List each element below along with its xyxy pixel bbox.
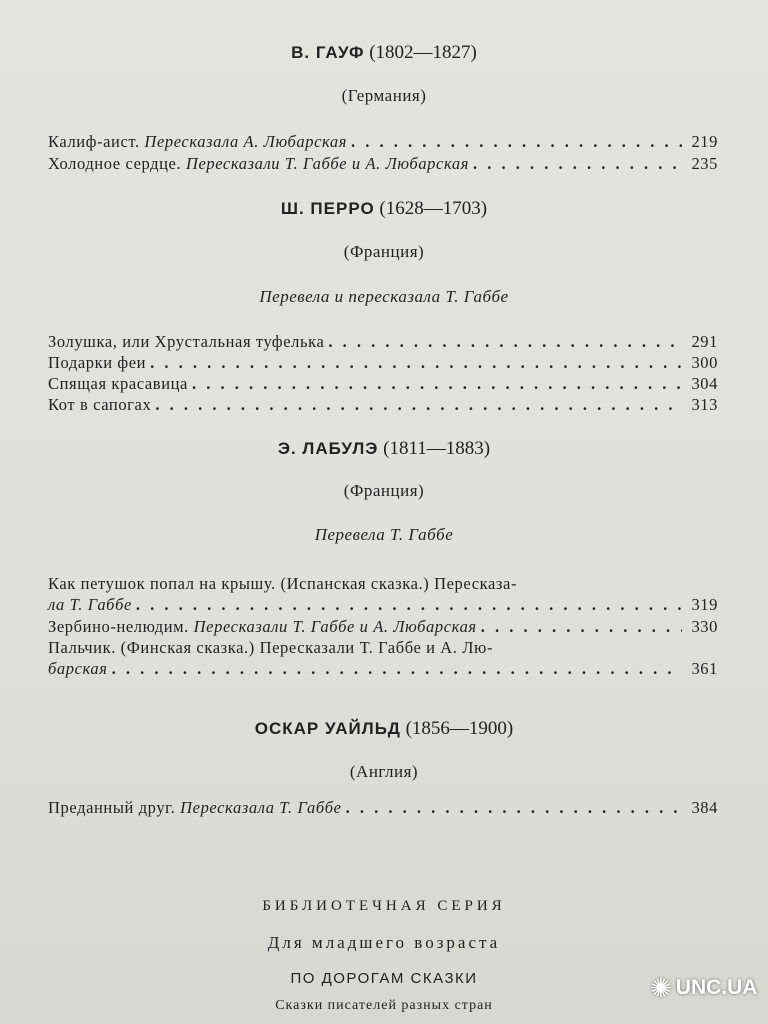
author-country: (Франция) xyxy=(343,481,425,500)
leader-dots xyxy=(481,617,682,637)
entry-credit: Пересказала А. Любарская xyxy=(144,132,348,151)
series-label: БИБЛИОТЕЧНАЯ СЕРИЯ xyxy=(262,898,506,914)
toc-entry[interactable] xyxy=(48,395,718,415)
leader-dots xyxy=(328,332,682,352)
entry-title: Подарки феи xyxy=(48,353,147,372)
entry-page: 291 xyxy=(691,332,718,351)
leader-dots xyxy=(346,798,682,818)
entry-title: Как петушок попал на крышу. (Испанская сказка.) xyxy=(48,574,430,593)
entry-title: Кот в сапогах xyxy=(48,395,152,414)
author-name: ОСКАР УАЙЛЬД xyxy=(254,719,401,738)
leader-dots xyxy=(150,353,682,373)
site-watermark xyxy=(650,966,760,1010)
toc-entry[interactable] xyxy=(48,332,718,352)
author-country: (Франция) xyxy=(343,242,425,261)
toc-entry[interactable] xyxy=(48,154,718,174)
entry-credit-cont: барская xyxy=(48,659,108,678)
author-heading xyxy=(0,42,768,64)
toc-entry[interactable] xyxy=(48,798,718,818)
leader-dots xyxy=(155,395,682,415)
toc-entry[interactable] xyxy=(48,595,718,615)
entry-page: 384 xyxy=(691,798,718,817)
author-name: Ш. ПЕРРО xyxy=(280,199,375,218)
toc-entry[interactable] xyxy=(48,353,718,373)
author-years: (1856—1900) xyxy=(405,718,514,739)
leader-dots xyxy=(473,154,682,174)
entry-page: 319 xyxy=(691,595,718,614)
toc-entry[interactable] xyxy=(48,374,718,394)
entry-credit: Пересказали Т. Габбе и А. Лю- xyxy=(259,638,494,657)
entry-page: 300 xyxy=(691,353,718,372)
author-country: (Германия) xyxy=(341,86,427,105)
entry-title: Спящая красавица xyxy=(48,374,188,393)
watermark-text: UNC.UA xyxy=(675,976,758,999)
translator-note: Перевела и пересказала Т. Габбе xyxy=(259,287,509,306)
author-country: (Англия) xyxy=(349,762,419,781)
entry-page: 313 xyxy=(691,395,718,414)
author-years: (1811—1883) xyxy=(383,438,491,459)
author-years: (1802—1827) xyxy=(369,42,477,63)
translator-note: Перевела Т. Габбе xyxy=(314,525,454,544)
entry-page: 304 xyxy=(691,374,718,393)
author-name: В. ГАУФ xyxy=(291,43,365,62)
leader-dots xyxy=(112,659,682,679)
entry-title: Холодное сердце. xyxy=(48,154,182,173)
entry-credit-cont: ла Т. Габбе xyxy=(48,595,132,614)
toc-entry[interactable] xyxy=(48,132,718,152)
series-age: Для младшего возраста xyxy=(267,933,501,952)
entry-credit: Пересказали Т. Габбе и А. Любарская xyxy=(193,617,477,636)
entry-credit: Пересказала Т. Габбе xyxy=(180,798,342,817)
leader-dots xyxy=(192,374,682,394)
author-heading xyxy=(0,718,768,740)
entry-page: 235 xyxy=(691,154,718,173)
entry-page: 330 xyxy=(691,617,718,636)
leader-dots xyxy=(136,595,682,615)
series-subtitle: Сказки писателей разных стран xyxy=(275,998,493,1013)
leader-dots xyxy=(351,132,682,152)
toc-entry-line[interactable] xyxy=(48,574,718,594)
author-name: Э. ЛАБУЛЭ xyxy=(277,439,379,458)
entry-title: Зербино-нелюдим. xyxy=(48,617,189,636)
entry-title: Преданный друг. xyxy=(48,798,176,817)
author-heading xyxy=(0,438,768,460)
entry-credit: Пересказали Т. Габбе и А. Любарская xyxy=(185,154,469,173)
toc-entry[interactable] xyxy=(48,617,718,637)
author-years: (1628—1703) xyxy=(379,198,488,219)
entry-title: Калиф-аист. xyxy=(48,132,140,151)
toc-entry-line[interactable] xyxy=(48,638,718,658)
entry-page: 219 xyxy=(691,132,718,151)
entry-page: 361 xyxy=(691,659,718,678)
series-title: ПО ДОРОГАМ СКАЗКИ xyxy=(290,970,478,987)
toc-entry[interactable] xyxy=(48,659,718,679)
entry-title: Пальчик. (Финская сказка.) xyxy=(48,638,255,657)
author-heading xyxy=(0,198,768,220)
sun-icon: ✺ xyxy=(650,972,672,1003)
entry-title: Золушка, или Хрустальная туфелька xyxy=(48,332,325,351)
entry-credit: Пересказа- xyxy=(434,574,518,593)
